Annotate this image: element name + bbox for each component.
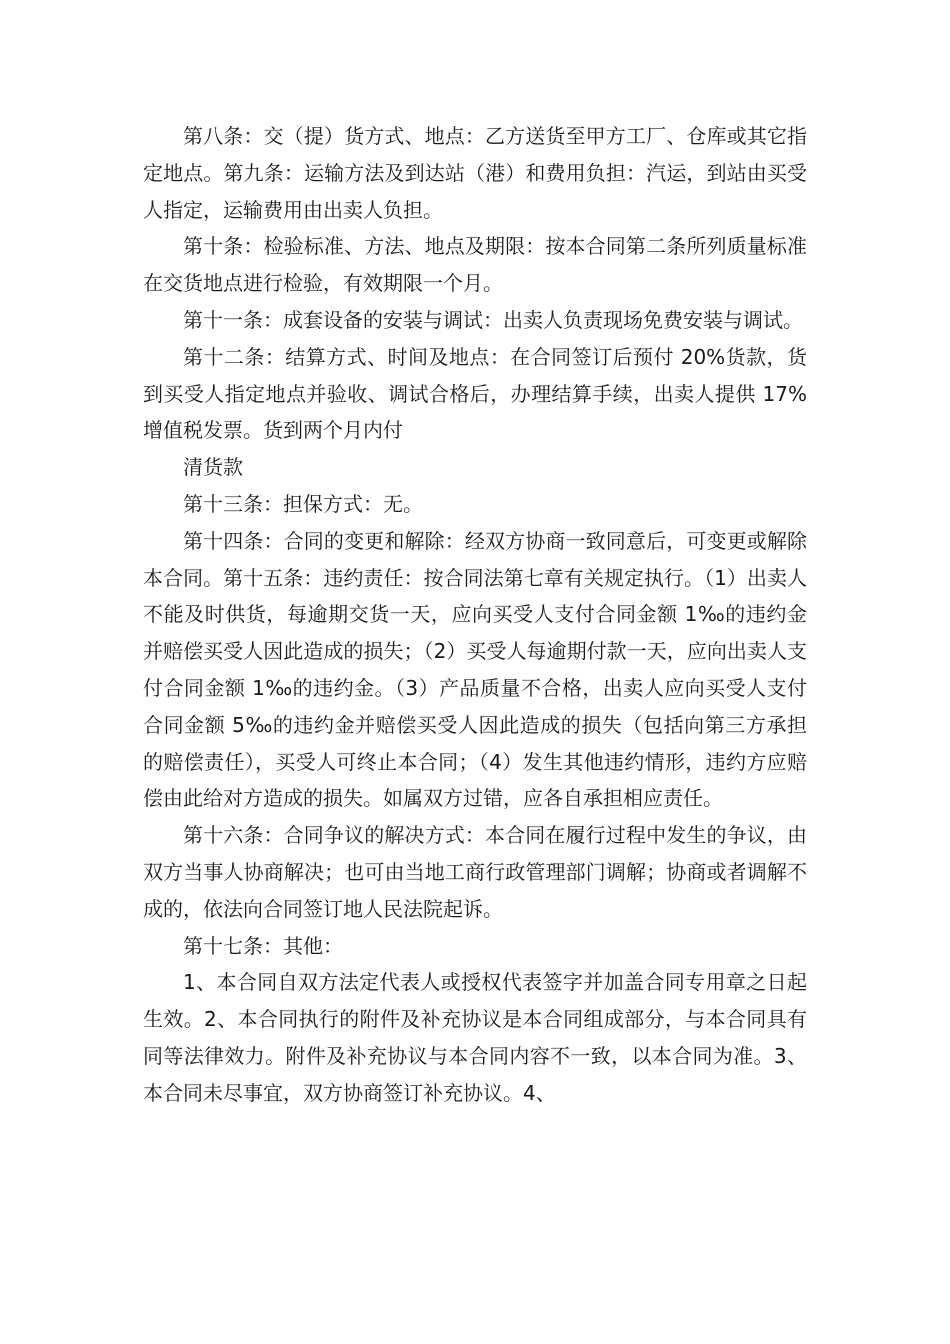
- clause-17-heading: 第十七条：其他：: [183, 933, 343, 958]
- clause-13: 第十三条：担保方式：无。: [183, 491, 423, 516]
- clause-11: 第十一条：成套设备的安装与调试：出卖人负责现场免费安装与调试。: [183, 307, 803, 332]
- clause-12-continued: 清货款: [183, 455, 243, 480]
- clause-10: 第十条：检验标准、方法、地点及期限：按本合同第二条所列质量标准在交货地点进行检验，有效期限一个月。: [143, 234, 807, 296]
- clause-17-items: 1、本合同自双方法定代表人或授权代表签字并加盖合同专用章之日起生效。2、本合同执行的附件及补充协议是本合同组成部分，与本合同具有同等法律效力。附件及补充协议与本合同内容不一致，以本合同为准。3、本合同未尽事宜，双方协商签订补充协议。4、: [143, 970, 807, 1105]
- clause-14-15: 第十四条：合同的变更和解除：经双方协商一致同意后，可变更或解除本合同。第十五条：违约责任：按合同法第七章有关规定执行。（1）出卖人不能及时供货，每逾期交货一天，应向买受人支付合同金额 1‰的违约金并赔偿买受人因此造成的损失；（2）买受人每逾期付款一天，应向出卖人支付合同金额 1‰的违约金。（3）产品质量不合格，出卖人应向买受人支付合同金额 5‰的违约金并赔偿买受人因此造成的损失（包括向第三方承担的赔偿责任），买受人可终止本合同；（4）发生其他违约情形，违约方应赔偿由此给对方造成的损失。如属双方过错，应各自承担相应责任。: [143, 528, 807, 811]
- contract-body: [143, 118, 807, 1112]
- clause-16: 第十六条：合同争议的解决方式：本合同在履行过程中发生的争议，由双方当事人协商解决；也可由当地工商行政管理部门调解；协商或者调解不成的，依法向合同签订地人民法院起诉。: [143, 823, 807, 921]
- clause-12: 第十二条：结算方式、时间及地点：在合同签订后预付 20%货款，货到买受人指定地点并验收、调试合格后，办理结算手续，出卖人提供 17%增值税发票。货到两个月内付: [143, 344, 807, 443]
- clause-8-9: 第八条：交（提）货方式、地点：乙方送货至甲方工厂、仓库或其它指定地点。第九条：运输方法及到达站（港）和费用负担：汽运，到站由买受人指定，运输费用由出卖人负担。: [143, 124, 807, 222]
